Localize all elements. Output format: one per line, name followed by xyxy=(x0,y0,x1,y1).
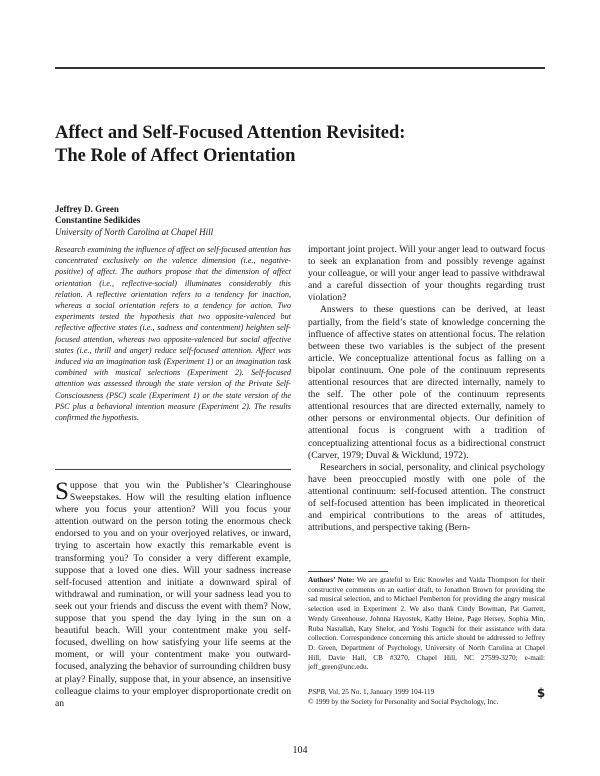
abstract-divider xyxy=(55,469,291,470)
citation-details: Vol. 25 No. 1, January 1999 104-119 xyxy=(328,688,435,696)
body-paragraph: Answers to these questions can be derived, at least partially, from the field’s state of knowledge concerning the influence of affective states on attentional focus. The relation between these two variables is the subject of the present article. We conceptualize attentional focus as falling on a bipolar continuum. One pole of the continuum represents attentional resources that are directed internally, namely to the self. The other pole of the continuum represents attentional resources that are directed externally, namely to other persons or environmental objects. Our definition of attentional focus is congruent with a tradition of conceptualizing attentional focus as a bidirectional construct (Carver, 1979; Duval & Wicklund, 1972). xyxy=(308,304,545,461)
title-line-1: Affect and Self-Focused Attention Revisited: xyxy=(55,123,406,143)
drop-cap: S xyxy=(55,478,69,505)
publisher-logo-icon: $ xyxy=(536,686,546,700)
citation xyxy=(308,688,538,708)
footnote-divider xyxy=(308,571,388,572)
abstract: Research examining the influence of affect on self-focused attention has concentrated exclusively on the valence dimension (i.e., negative-positive) of affect. The authors propose that the dimension of affect orientation (i.e., reflective-social) illuminates considerably this relation. A reflective orientation refers to a tendency for inaction, whereas a social orientation refers to a tendency for action. Two experiments tested the hypothesis that two opposite-valenced but reflective affective states (i.e., sadness and contentment) heighten self-focused attention, whereas two opposite-valenced but social affective states (i.e., thrill and anger) reduce self-focused attention. Affect was induced via an imagination task (Experiment 1) or an imagination task combined with musical selections (Experiment 2). Self-focused attention was assessed through the state version of the Private Self-Consciousness (PSC) scale (Experiment 1) or the state version of the PSC plus a behavioral intention measure (Experiment 2). The results confirmed the hypothesis. xyxy=(55,245,291,423)
page-number: 104 xyxy=(292,745,308,756)
article-title xyxy=(55,122,545,168)
title-line-2: The Role of Affect Orientation xyxy=(55,146,296,166)
authors-note-label: Authors’ Note: xyxy=(308,576,355,584)
body-paragraph: important joint project. Will your anger lead to outward focus to seek an explanation from and possibly revenge against your colleague, or will your anger lead to passive withdrawal and a careful dissection of your thoughts regarding trust violation? xyxy=(308,244,545,304)
authors-note-text: We are grateful to Eric Knowles and Vaida Thompson for their constructive comments on an earlier draft, to Jonathon Brown for providing the sad musical selection, and to Michael Pemberton for providing the angry musical selection used in Experiment 2. We also thank Cindy Bowman, Pat Garrett, Wendy Greenhouse, Johnna Hayostek, Kathy Heine, Page Hersey, Sophia Min, Ruba Nasrallah, Katy Shelor, and Yoshi Toguchi for their assistance with data collection. Correspondence concerning this article should be addressed to Jeffrey D. Green, Department of Psychology, University of North Carolina at Chapel Hill, Davie Hall, CB #3270, Chapel Hill, NC 27599-3270; e-mail: jeff_green@unc.edu. xyxy=(308,576,545,672)
authors-note xyxy=(308,576,545,673)
body-text: uppose that you win the Publisher’s Clearinghouse Sweepstakes. How will the resulting elation influence where you focus your attention? Will you focus your attention outward on the person toting the enormous check endorsed to you and on your overjoyed relatives, or inward, trying to ascertain how exactly this remarkable event is transforming you? To consider a very different example, suppose that a loved one dies. Will your sadness increase self-focused attention and initiate a downward spiral of withdrawal and rumination, or will your sadness lead you to seek out your friends and discuss the event with them? Now, suppose that you spend the day lying in the sun on a beautiful beach. Will your contentment make you self-focused, dwelling on how satisfying your life seems at the moment, or will your contentment make you outward-focused, analyzing the behavior of surrounding children busy at play? Finally, suppose that, in your absence, an insensitive colleague claims to your employer disproportionate credit on an xyxy=(55,480,291,709)
copyright-line: © 1999 by the Society for Personality and Social Psychology, Inc. xyxy=(308,697,499,706)
author-name: Jeffrey D. Green xyxy=(55,204,119,214)
author-name: Constantine Sedikides xyxy=(55,215,141,226)
journal-abbrev: PSPB, xyxy=(308,688,327,696)
affiliation: University of North Carolina at Chapel Hill xyxy=(55,226,214,237)
body-paragraph: Researchers in social, personality, and clinical psychology have been preoccupied mostly with one pole of the attentional continuum: self-focused attention. The construct of self-focused attention has been implicated in theoretical and empirical contributions to the areas of attitudes, attributions, and perspective taking (Bern- xyxy=(308,461,545,534)
author-block xyxy=(55,204,355,238)
body-left-column xyxy=(55,480,291,710)
top-rule xyxy=(55,67,545,69)
body-right-column xyxy=(308,244,545,534)
